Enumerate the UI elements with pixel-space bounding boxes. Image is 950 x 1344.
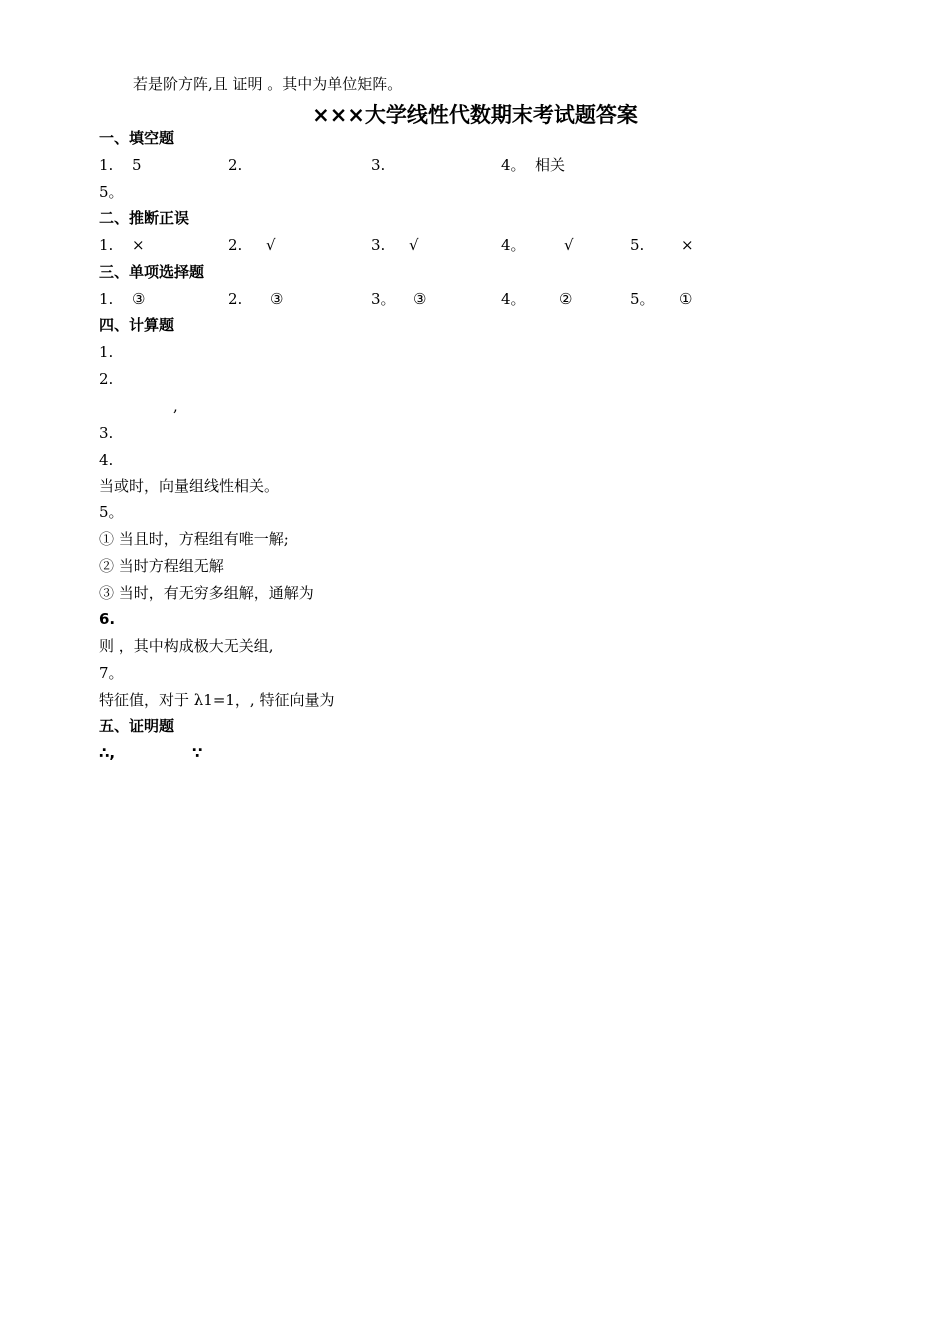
fill-item-1-number: 1. [99, 156, 114, 174]
choice-item-1-answer: ③ [132, 290, 146, 308]
choice-item-5-number: 5。 [630, 290, 655, 308]
choice-item-3-answer: ③ [413, 290, 427, 308]
proof-therefore: ∴, [99, 744, 116, 762]
section2-heading: 二、推断正误 [99, 209, 190, 227]
calc-item-5-number: 5。 [99, 503, 124, 521]
calc-item-7-number: 7。 [99, 664, 124, 682]
judge-item-4-mark: √ [564, 236, 574, 254]
choice-item-3-number: 3。 [371, 290, 396, 308]
fill-item-5-number: 5。 [99, 183, 124, 201]
judge-item-1-mark: × [132, 236, 145, 254]
choice-item-4-number: 4。 [501, 290, 526, 308]
section1-heading: 一、填空题 [99, 129, 175, 147]
calc-item-2-comma: , [173, 397, 178, 415]
calc-item-6-text: 则 ，其中构成极大无关组, [99, 637, 274, 655]
calc-item-5-case2: ② 当时方程组无解 [99, 557, 224, 575]
calc-item-1-number: 1. [99, 343, 114, 361]
fill-item-3-number: 3. [371, 156, 386, 174]
choice-item-4-answer: ② [559, 290, 573, 308]
section4-heading: 四、计算题 [99, 316, 175, 334]
choice-item-1-number: 1. [99, 290, 114, 308]
fill-item-1-answer: 5 [132, 156, 142, 174]
judge-item-5-number: 5. [630, 236, 645, 254]
calc-item-5-case1: ① 当且时，方程组有唯一解; [99, 530, 289, 548]
calc-item-7-text: 特征值，对于 λ1=1，, 特征向量为 [99, 691, 335, 709]
judge-item-3-number: 3. [371, 236, 386, 254]
calc-item-2-number: 2. [99, 370, 114, 388]
intro-line: 若是阶方阵,且 证明 。其中为单位矩阵。 [133, 75, 403, 93]
calc-item-6-number: 6. [99, 610, 116, 628]
choice-item-2-number: 2. [228, 290, 243, 308]
calc-item-3-number: 3. [99, 424, 114, 442]
judge-item-5-mark: × [681, 236, 694, 254]
choice-item-2-answer: ③ [270, 290, 284, 308]
section3-heading: 三、单项选择题 [99, 263, 205, 281]
judge-item-2-number: 2. [228, 236, 243, 254]
proof-because: ∵ [192, 744, 203, 762]
judge-item-1-number: 1. [99, 236, 114, 254]
judge-item-4-number: 4。 [501, 236, 526, 254]
calc-item-4-text: 当或时，向量组线性相关。 [99, 477, 280, 495]
page-title: ×××大学线性代数期末考试题答案 [312, 103, 638, 127]
choice-item-5-answer: ① [679, 290, 693, 308]
calc-item-4-number: 4. [99, 451, 114, 469]
judge-item-2-mark: √ [266, 236, 276, 254]
fill-item-2-number: 2. [228, 156, 243, 174]
section5-heading: 五、证明题 [99, 717, 175, 735]
fill-item-4-answer: 相关 [535, 156, 566, 174]
judge-item-3-mark: √ [409, 236, 419, 254]
calc-item-5-case3: ③ 当时，有无穷多组解，通解为 [99, 584, 314, 602]
fill-item-4-number: 4。 [501, 156, 526, 174]
